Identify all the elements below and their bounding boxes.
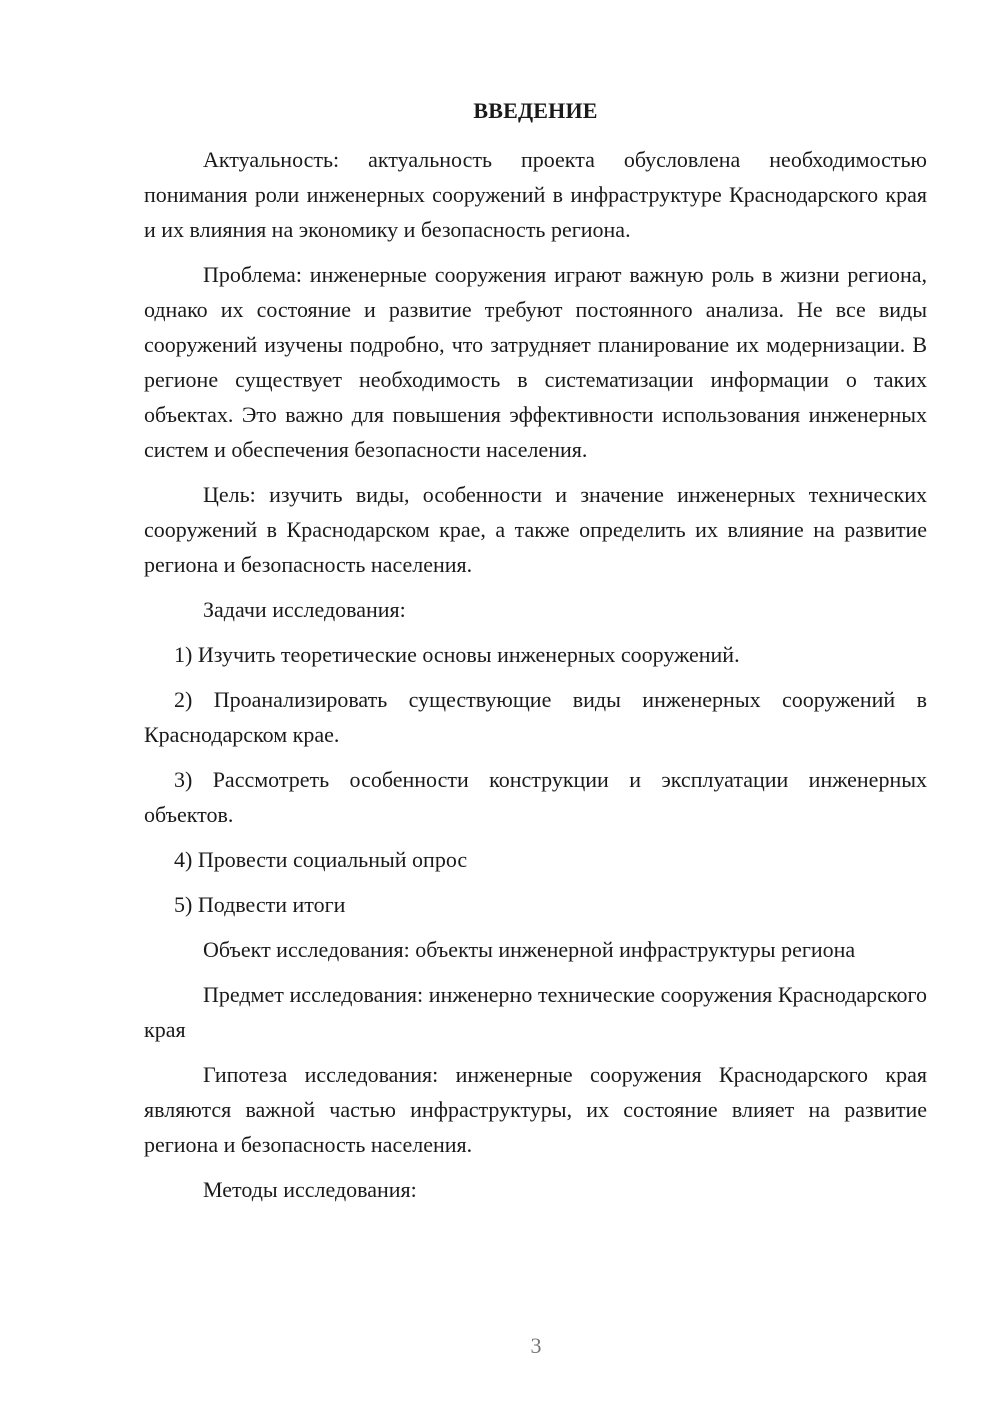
tasks-intro: Задачи исследования:	[203, 597, 406, 622]
task-item-2: 2) Проанализировать существующие виды инженерных сооружений в Краснодарском крае.	[144, 687, 927, 747]
subject-paragraph: Предмет исследования: инженерно технические сооружения Краснодарского края	[144, 982, 927, 1042]
hypothesis-paragraph: Гипотеза исследования: инженерные сооружения Краснодарского края являются важной частью инфраструктуры, их состояние влияет на развитие региона и безопасность населения.	[144, 1062, 927, 1157]
methods-paragraph: Методы исследования:	[203, 1177, 417, 1202]
task-item-5: 5) Подвести итоги	[174, 892, 346, 917]
relevance-paragraph: Актуальность: актуальность проекта обусловлена необходимостью понимания роли инженерных сооружений в инфраструктуре Краснодарского края и их влияния на экономику и безопасность региона.	[144, 147, 927, 242]
task-item-1: 1) Изучить теоретические основы инженерных сооружений.	[174, 642, 740, 667]
problem-paragraph: Проблема: инженерные сооружения играют важную роль в жизни региона, однако их состояние и развитие требуют постоянного анализа. Не все виды сооружений изучены подробно, что затрудняет планирование их модернизации. В регионе существует необходимость в систематизации информации о таких объектах. Это важно для повышения эффективности использования инженерных систем и обеспечения безопасности населения.	[144, 262, 927, 462]
object-paragraph: Объект исследования: объекты инженерной инфраструктуры региона	[203, 937, 856, 962]
document-page	[144, 96, 927, 1217]
page-number: 3	[530, 1333, 542, 1358]
task-item-3: 3) Рассмотреть особенности конструкции и эксплуатации инженерных объектов.	[144, 767, 927, 827]
page-title: ВВЕДЕНИЕ	[473, 98, 598, 123]
task-item-4: 4) Провести социальный опрос	[174, 847, 468, 872]
goal-paragraph: Цель: изучить виды, особенности и значение инженерных технических сооружений в Краснодарском крае, а также определить их влияние на развитие региона и безопасность населения.	[144, 482, 927, 577]
